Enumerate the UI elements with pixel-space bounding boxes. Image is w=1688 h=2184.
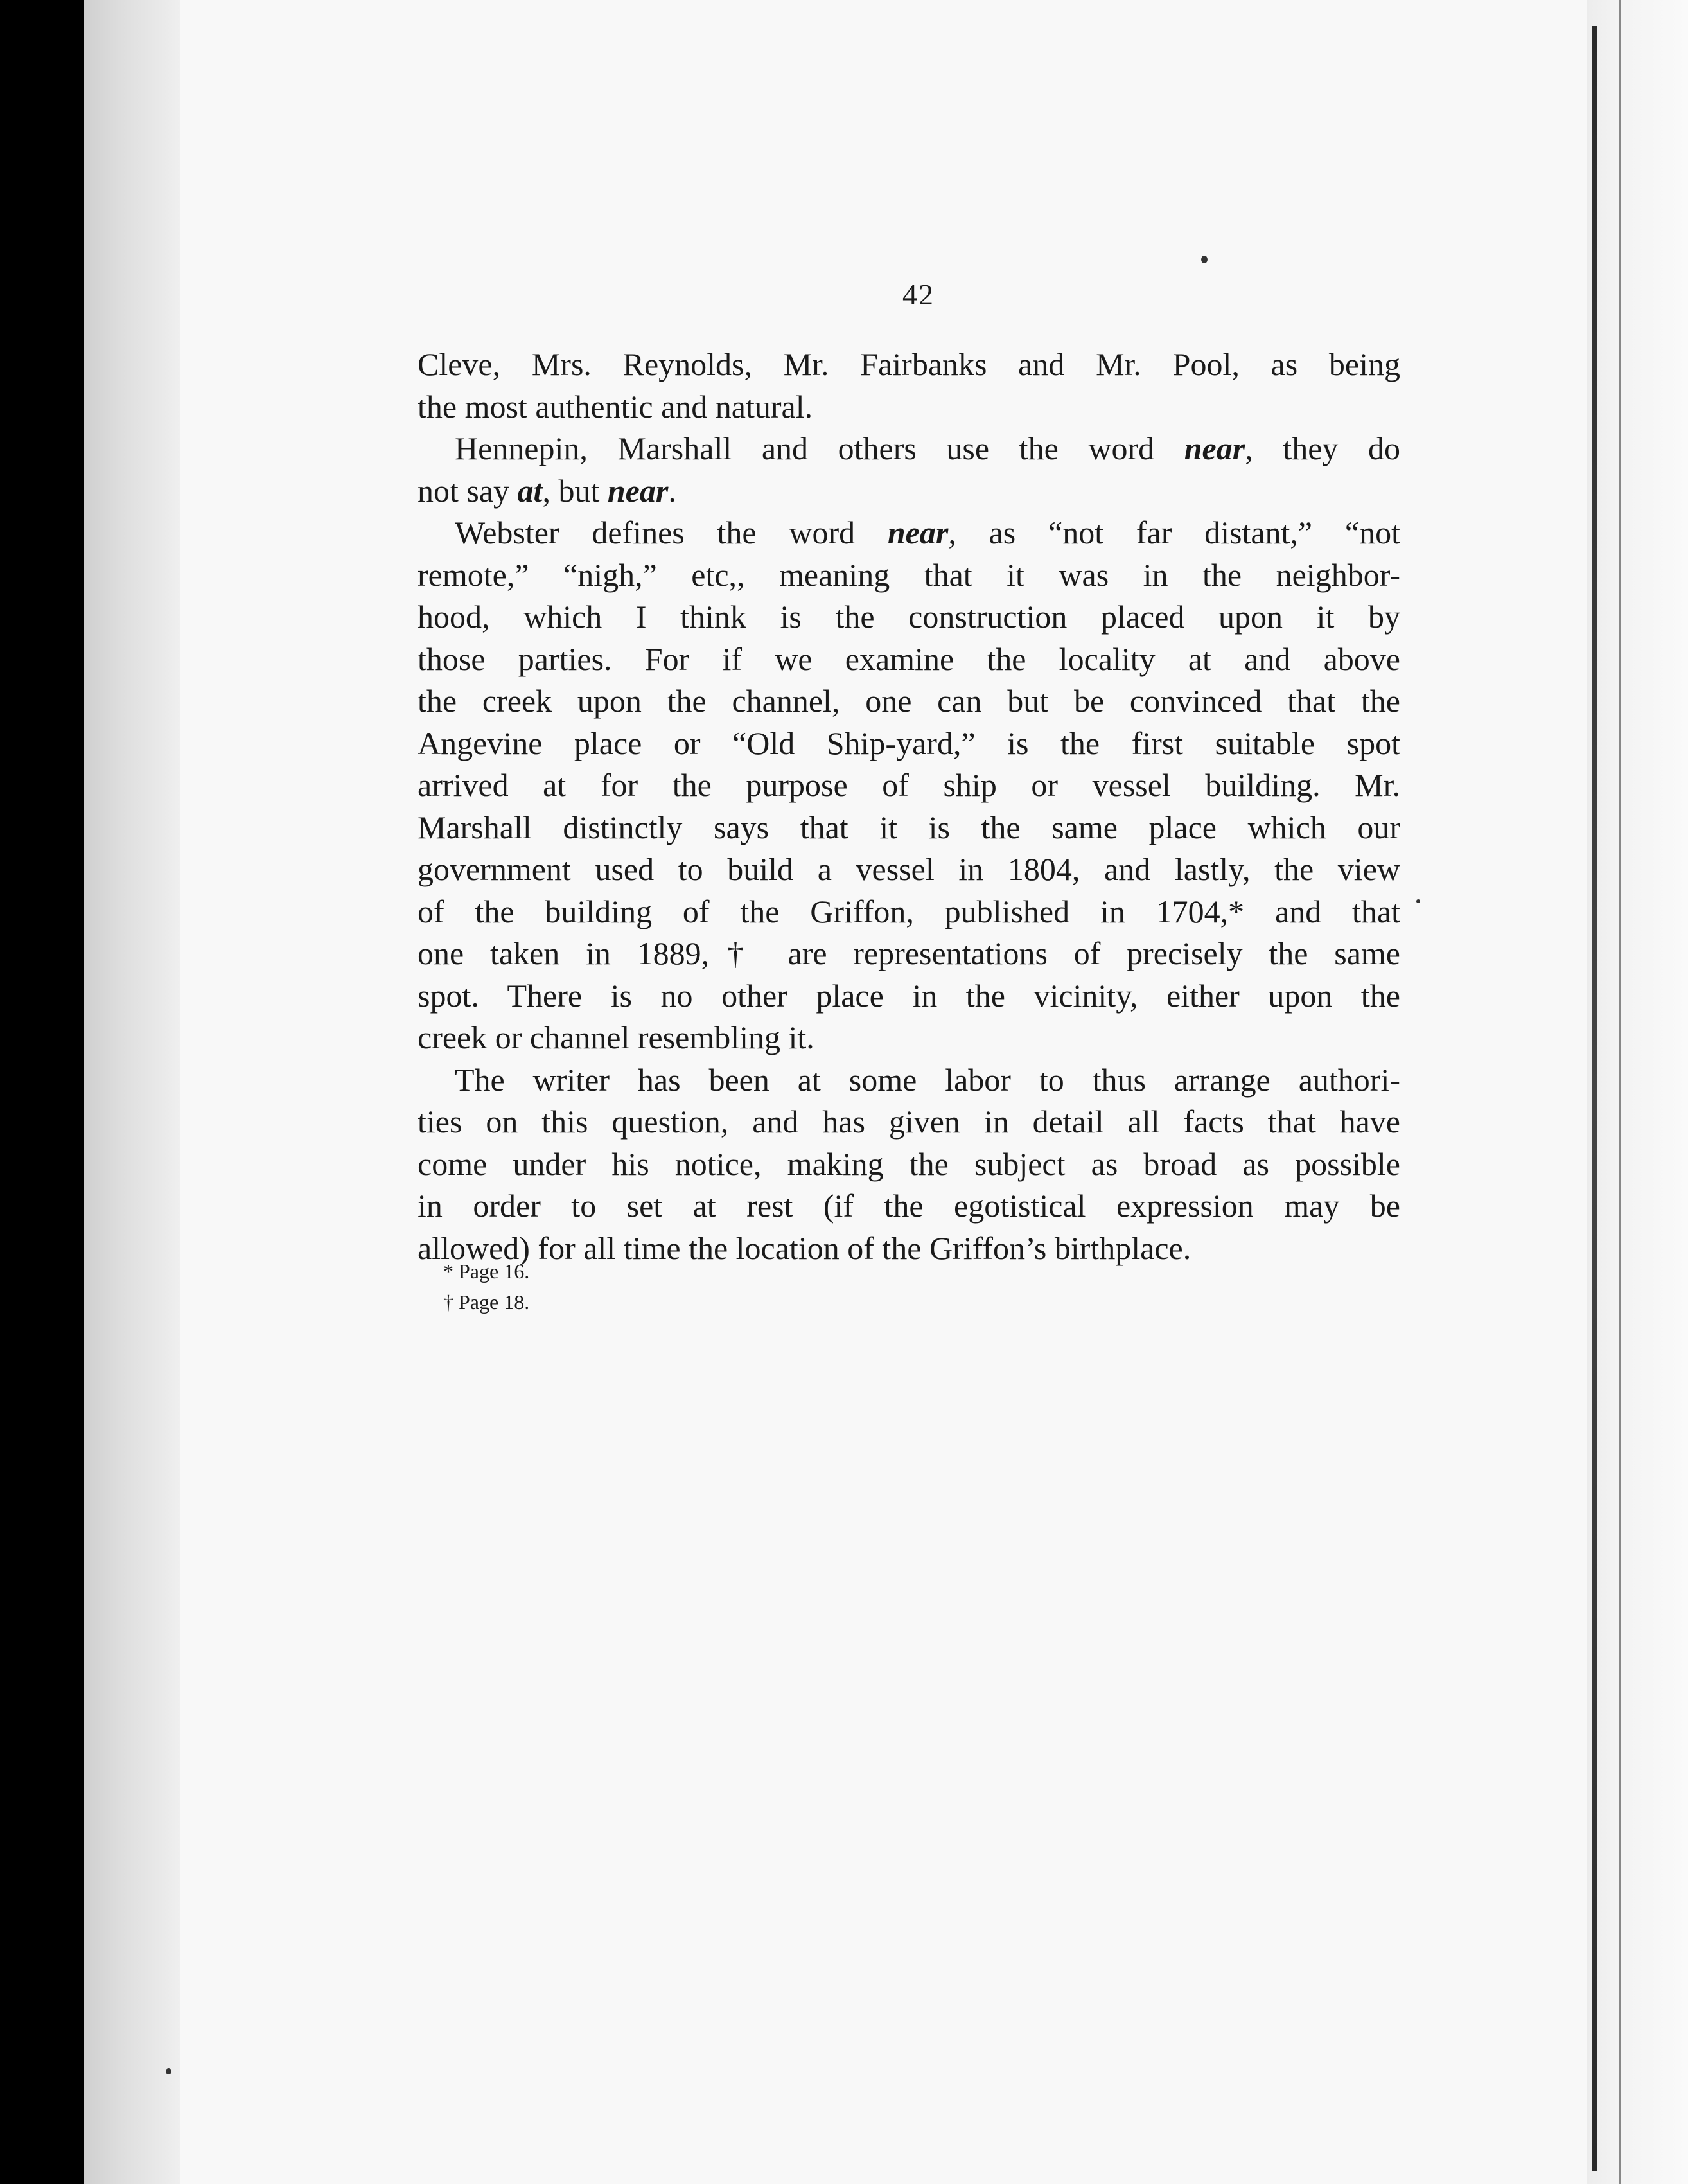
text-line: not say at, but near. xyxy=(418,472,676,509)
text-line: arrived at for the purpose of ship or vessel building. Mr. xyxy=(418,767,1400,803)
ink-speck xyxy=(166,2068,171,2074)
text-line: spot. There is no other place in the vicinity, either upon the xyxy=(418,977,1400,1014)
book-page-edge-right xyxy=(1587,0,1688,2184)
text-line: Hennepin, Marshall and others use the word near, they do xyxy=(455,430,1400,466)
text-line: remote,” “nigh,” etc,, meaning that it was in the neighbor- xyxy=(418,556,1400,593)
ink-speck xyxy=(1201,256,1208,263)
text-line: the creek upon the channel, one can but be convinced that the xyxy=(418,683,1400,719)
paragraph xyxy=(418,512,1400,1059)
text-line: creek or channel resembling it. xyxy=(418,1019,814,1055)
ink-speck xyxy=(1416,899,1420,903)
text-line: Webster defines the word near, as “not far distant,” “not xyxy=(455,515,1400,550)
text-line: allowed) for all time the location of the Griffon’s birthplace. xyxy=(418,1229,1191,1266)
paragraph xyxy=(418,344,1400,428)
text-line: of the building of the Griffon, published in 1704,* and that xyxy=(418,893,1400,929)
emphasized-word: near xyxy=(607,472,669,509)
footnote: † Page 18. xyxy=(443,1290,530,1314)
text-line: Cleve, Mrs. Reynolds, Mr. Fairbanks and Mr. Pool, as being xyxy=(418,346,1400,382)
page-edge-line xyxy=(1619,0,1621,2184)
text-line: come under his notice, making the subject as broad as possible xyxy=(418,1145,1400,1182)
footnote: * Page 16. xyxy=(443,1260,530,1283)
emphasized-word: at xyxy=(517,472,543,509)
footnotes xyxy=(443,1256,529,1317)
text-line: the most authentic and natural. xyxy=(418,388,813,425)
book-gutter-left xyxy=(84,0,180,2184)
emphasized-word: near xyxy=(1184,430,1245,466)
page-number: 42 xyxy=(902,278,935,311)
emphasized-word: near xyxy=(887,515,949,550)
text-line: one taken in 1889,† are representations of precisely the same xyxy=(418,935,1400,971)
text-line: those parties. For if we examine the locality at and above xyxy=(418,640,1400,677)
text-line: government used to build a vessel in 1804, and lastly, the view xyxy=(418,851,1400,887)
paragraph xyxy=(418,428,1400,512)
paragraph xyxy=(418,1059,1400,1270)
text-line: Marshall distinctly says that it is the same place which our xyxy=(418,809,1400,845)
text-line: ties on this question, and has given in detail all facts that have xyxy=(418,1104,1400,1140)
text-line: hood, which I think is the construction placed upon it by xyxy=(418,599,1400,635)
text-line: Angevine place or “Old Ship-yard,” is the first suitable spot xyxy=(418,725,1400,761)
text-line: in order to set at rest (if the egotistical expression may be xyxy=(418,1188,1400,1224)
page-edge-shadow xyxy=(1592,26,1597,2171)
text-line: The writer has been at some labor to thus arrange authori- xyxy=(455,1061,1400,1098)
body-text xyxy=(418,344,1400,1269)
